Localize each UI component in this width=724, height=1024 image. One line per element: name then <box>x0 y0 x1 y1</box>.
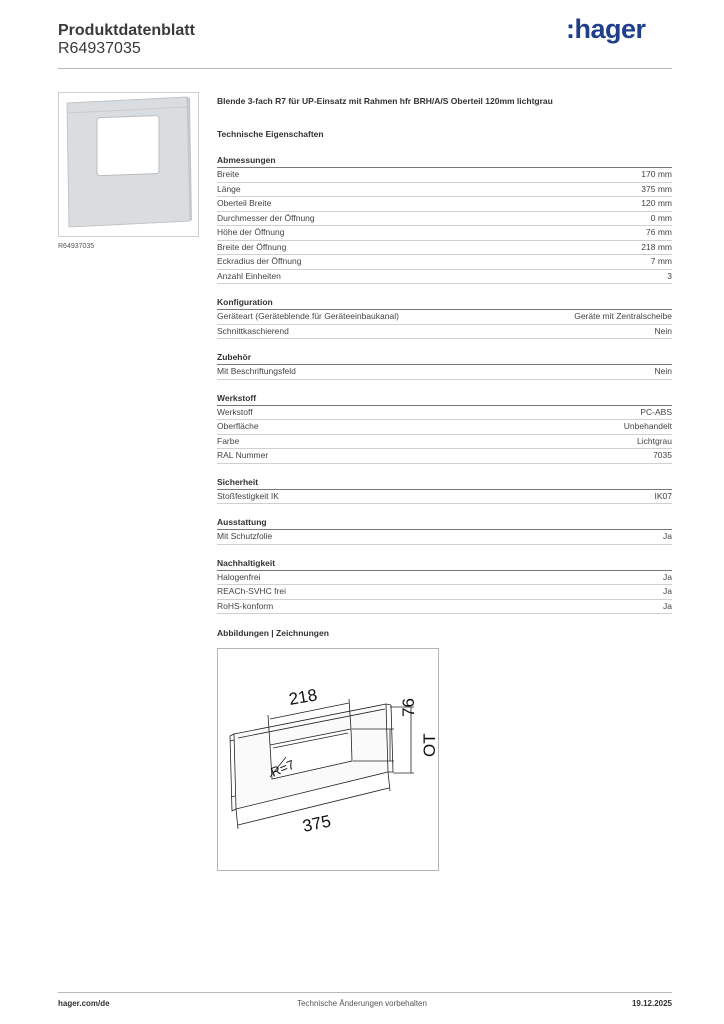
property-section <box>217 393 672 464</box>
property-label: Länge <box>217 183 241 194</box>
dim-radius-label: R=7 <box>268 756 297 780</box>
property-row <box>217 183 672 198</box>
property-value: Ja <box>663 531 672 541</box>
property-label: RoHS-konform <box>217 600 274 611</box>
property-value: 76 mm <box>646 227 672 237</box>
footer-website: hager.com/de <box>58 999 110 1008</box>
property-row <box>217 270 672 285</box>
section-heading: Abmessungen <box>217 155 672 168</box>
property-row <box>217 435 672 450</box>
property-label: Anzahl Einheiten <box>217 270 281 281</box>
property-row <box>217 449 672 464</box>
property-value: 7 mm <box>650 256 672 266</box>
property-row <box>217 406 672 421</box>
property-label: Breite der Öffnung <box>217 241 287 252</box>
product-thumbnail-image <box>59 93 198 236</box>
dim-width-label: 218 <box>287 685 319 709</box>
property-label: Farbe <box>217 435 240 446</box>
property-value: Unbehandelt <box>623 421 672 431</box>
property-label: Schnittkaschierend <box>217 325 289 336</box>
property-row <box>217 325 672 340</box>
property-section <box>217 297 672 339</box>
product-content <box>217 96 672 627</box>
property-section <box>217 558 672 615</box>
property-value: 170 mm <box>641 169 672 179</box>
property-label: Mit Beschriftungsfeld <box>217 366 296 376</box>
dim-ot-label: OT <box>420 733 438 757</box>
property-value: Ja <box>663 586 672 596</box>
property-row <box>217 490 672 505</box>
property-label: Höhe der Öffnung <box>217 227 285 237</box>
footer-date: 19.12.2025 <box>631 999 672 1008</box>
technical-properties-heading: Technische Eigenschaften <box>217 129 324 139</box>
property-label: Halogenfrei <box>217 571 261 582</box>
property-value: Geräte mit Zentralscheibe <box>574 311 672 321</box>
property-row <box>217 168 672 183</box>
footer-divider <box>58 992 672 993</box>
header-divider <box>58 68 672 69</box>
property-label: Werkstoff <box>217 406 253 417</box>
property-label: Oberfläche <box>217 421 259 431</box>
dimension-drawing <box>218 649 438 870</box>
property-row <box>217 420 672 435</box>
property-value: 218 mm <box>641 241 672 252</box>
section-heading: Nachhaltigkeit <box>217 558 672 571</box>
property-value: 7035 <box>653 450 672 460</box>
product-title: Blende 3-fach R7 für UP-Einsatz mit Rahmen hfr BRH/A/S Oberteil 120mm lichtgrau <box>217 96 553 106</box>
property-value: Ja <box>663 600 672 611</box>
dim-length-label: 375 <box>300 811 333 836</box>
property-row <box>217 212 672 227</box>
property-value: Nein <box>654 366 672 376</box>
property-label: Geräteart (Geräteblende für Geräteeinbaukanal) <box>217 311 399 321</box>
property-row <box>217 571 672 586</box>
property-label: REACh-SVHC frei <box>217 586 286 596</box>
property-section <box>217 517 672 545</box>
property-section <box>217 477 672 505</box>
section-heading: Zubehör <box>217 352 672 365</box>
property-sections <box>217 155 672 614</box>
property-label: Stoßfestigkeit IK <box>217 490 279 501</box>
section-heading: Konfiguration <box>217 297 672 310</box>
property-value: 3 <box>667 270 672 281</box>
property-label: Breite <box>217 169 240 179</box>
property-row <box>217 197 672 212</box>
property-row <box>217 310 672 325</box>
property-label: Oberteil Breite <box>217 198 272 208</box>
logo-mark: : <box>566 14 575 44</box>
property-label: RAL Nummer <box>217 450 269 460</box>
property-row <box>217 530 672 545</box>
property-row <box>217 241 672 256</box>
property-value: 120 mm <box>641 198 672 208</box>
section-heading: Sicherheit <box>217 477 672 490</box>
property-section <box>217 352 672 380</box>
section-heading: Werkstoff <box>217 393 672 406</box>
property-section <box>217 155 672 284</box>
property-label: Durchmesser der Öffnung <box>217 212 315 223</box>
property-value: Lichtgrau <box>637 435 672 446</box>
product-thumbnail <box>58 92 199 237</box>
logo-text: hager <box>574 14 646 44</box>
property-row <box>217 226 672 241</box>
property-value: 0 mm <box>650 212 672 223</box>
property-value: IK07 <box>654 490 672 501</box>
footer-disclaimer: Technische Änderungen vorbehalten <box>297 999 427 1008</box>
property-label: Eckradius der Öffnung <box>217 256 302 266</box>
document-title: Produktdatenblatt <box>58 22 195 39</box>
property-value: Ja <box>663 571 672 582</box>
thumbnail-caption: R64937035 <box>58 243 95 250</box>
property-row <box>217 255 672 270</box>
property-row <box>217 600 672 615</box>
images-heading: Abbildungen | Zeichnungen <box>217 628 329 638</box>
section-heading: Ausstattung <box>217 517 672 530</box>
property-value: 375 mm <box>641 183 672 194</box>
property-value: PC-ABS <box>640 406 672 417</box>
property-value: Nein <box>654 325 672 336</box>
technical-drawing <box>217 648 439 871</box>
dim-height-label: 76 <box>399 698 418 717</box>
product-code: R64937035 <box>58 40 141 57</box>
brand-logo <box>566 14 646 45</box>
property-row <box>217 365 672 380</box>
property-label: Mit Schutzfolie <box>217 531 273 541</box>
property-row <box>217 585 672 600</box>
